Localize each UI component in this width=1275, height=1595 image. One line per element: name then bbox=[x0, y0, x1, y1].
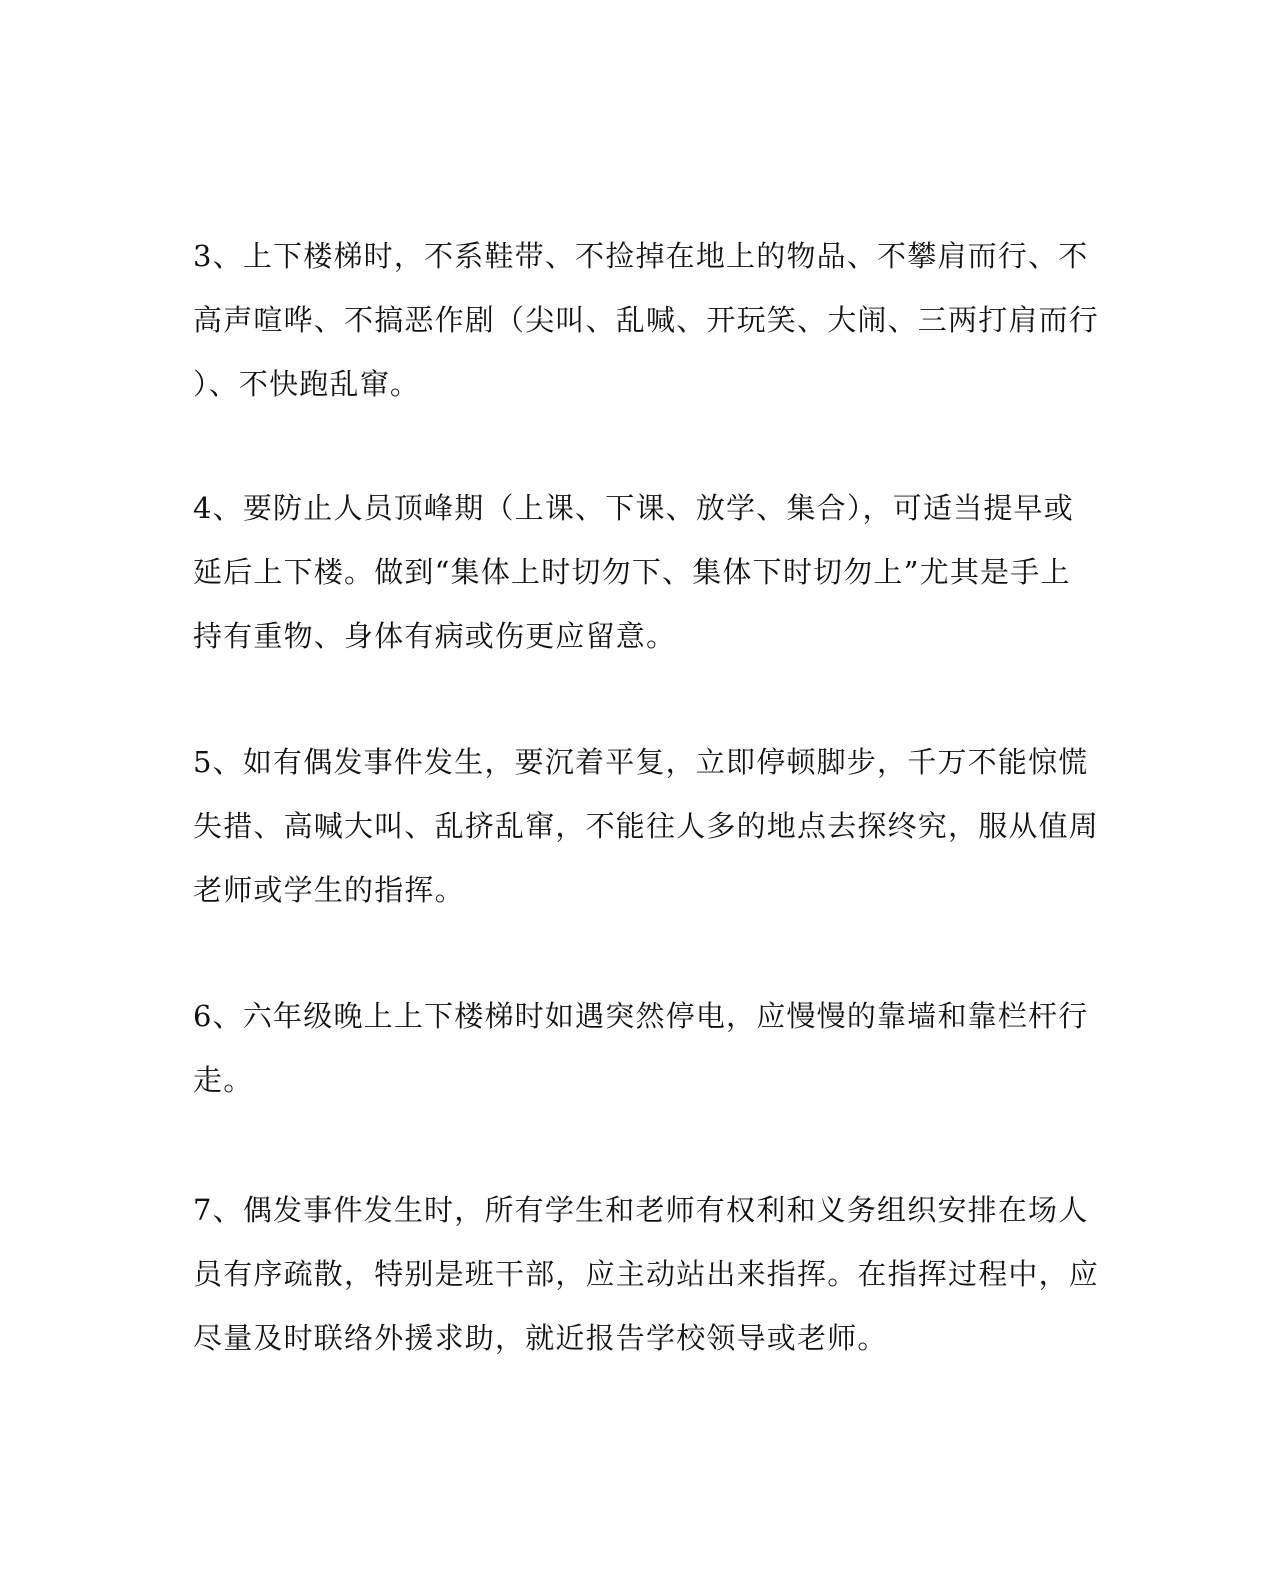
paragraph-line: 4、要防止人员顶峰期（上课、下课、放学、集合），可适当提早或 bbox=[193, 491, 1074, 525]
paragraph-line: ）、不快跑乱窜。 bbox=[193, 367, 421, 401]
paragraph-item-7 bbox=[193, 1178, 1100, 1370]
paragraph-line: 3、上下楼梯时，不系鞋带、不捡掉在地上的物品、不攀肩而行、不 bbox=[193, 239, 1089, 273]
paragraph-line: 延后上下楼。做到“集体上时切勿下、集体下时切勿上”尤其是手上 bbox=[193, 555, 1071, 589]
paragraph-line: 持有重物、身体有病或伤更应留意。 bbox=[193, 619, 677, 653]
paragraph-line: 走。 bbox=[193, 1063, 254, 1097]
paragraph-item-4 bbox=[193, 476, 1073, 668]
paragraph-line: 老师或学生的指挥。 bbox=[193, 873, 465, 907]
paragraph-line: 尽量及时联络外援求助，就近报告学校领导或老师。 bbox=[193, 1321, 888, 1355]
paragraph-line: 6、六年级晚上上下楼梯时如遇突然停电，应慢慢的靠墙和靠栏杆行 bbox=[193, 999, 1089, 1033]
paragraph-line: 高声喧哗、不搞恶作剧（尖叫、乱喊、开玩笑、大闹、三两打肩而行 bbox=[193, 303, 1100, 337]
paragraph-line: 5、如有偶发事件发生，要沉着平复，立即停顿脚步，千万不能惊慌 bbox=[193, 745, 1089, 779]
paragraph-item-6 bbox=[193, 984, 1089, 1112]
paragraph-item-5 bbox=[193, 730, 1100, 922]
paragraph-line: 员有序疏散，特别是班干部，应主动站出来指挥。在指挥过程中，应 bbox=[193, 1257, 1100, 1291]
paragraph-line: 失措、高喊大叫、乱挤乱窜，不能往人多的地点去探终究，服从值周 bbox=[193, 809, 1100, 843]
paragraph-line: 7、偶发事件发生时，所有学生和老师有权利和义务组织安排在场人 bbox=[193, 1193, 1089, 1227]
paragraph-item-3 bbox=[193, 224, 1100, 416]
